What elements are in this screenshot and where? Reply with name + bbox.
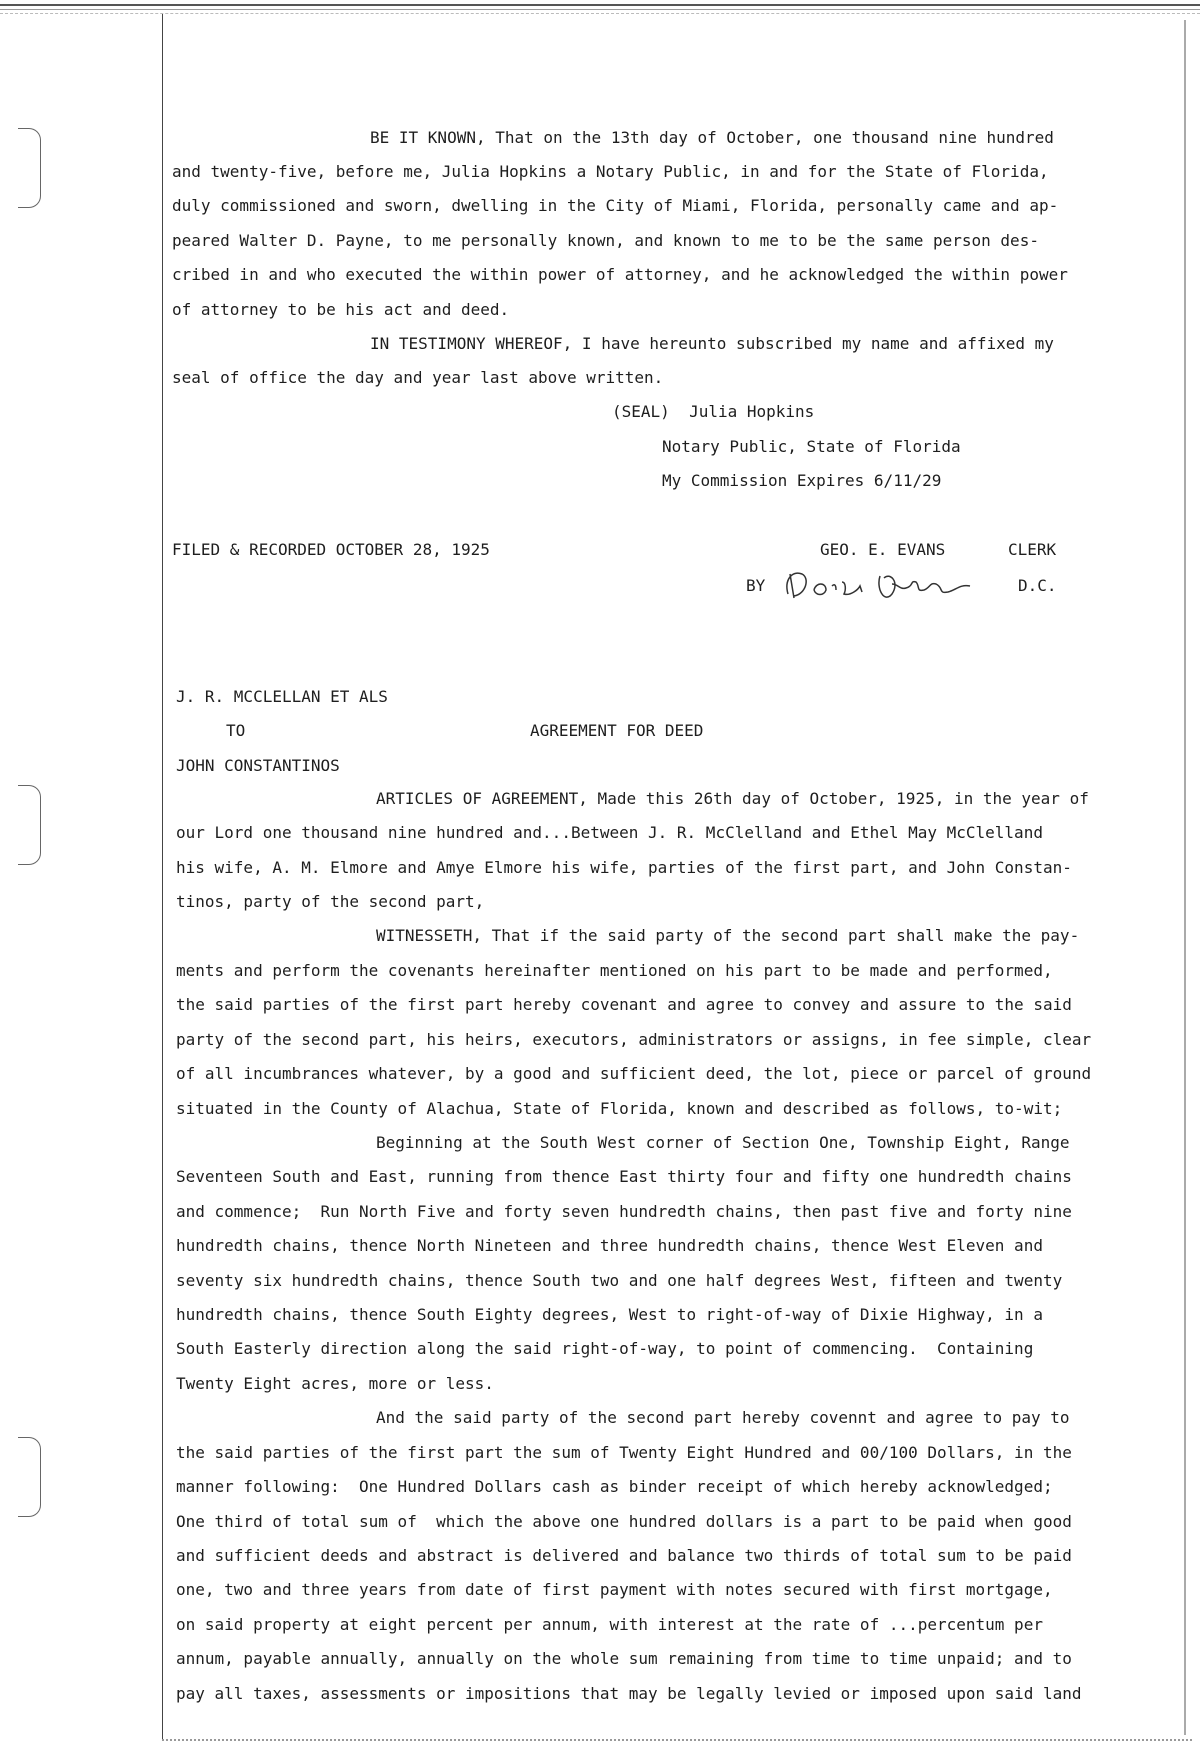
top-border-rule-dashed: [0, 13, 1200, 14]
grantor-name: J. R. MCCLELLAN ET ALS: [176, 687, 388, 706]
witnesseth-para-line: WITNESSETH, That if the said party of the second part shall make the pay-: [376, 926, 1080, 945]
notary-para1-line: and twenty-five, before me, Julia Hopkins a Notary Public, in and for the State of Florida,: [172, 162, 1049, 181]
right-page-edge: [1184, 20, 1186, 1735]
payment-para-line: and sufficient deeds and abstract is delivered and balance two thirds of total sum to be paid: [176, 1546, 1072, 1565]
payment-para-line: pay all taxes, assessments or impositions that may be legally levied or imposed upon said land: [176, 1684, 1082, 1703]
payment-para-line: One third of total sum of which the above one hundred dollars is a part to be paid when good: [176, 1512, 1072, 1531]
notary-para1-line: BE IT KNOWN, That on the 13th day of October, one thousand nine hundred: [370, 128, 1054, 147]
description-para-line: Twenty Eight acres, more or less.: [176, 1374, 494, 1393]
payment-para-line: manner following: One Hundred Dollars cash as binder receipt of which hereby acknowledged;: [176, 1477, 1053, 1496]
notary-para1-line: cribed in and who executed the within power of attorney, and he acknowledged the within power: [172, 265, 1068, 284]
description-para-line: hundredth chains, thence North Nineteen and three hundredth chains, thence West Eleven and: [176, 1236, 1043, 1255]
articles-para-line: his wife, A. M. Elmore and Amye Elmore his wife, parties of the first part, and John Constan-: [176, 858, 1072, 877]
top-border-rule: [0, 4, 1200, 6]
witnesseth-para-line: situated in the County of Alachua, State of Florida, known and described as follows, to-wit;: [176, 1099, 1063, 1118]
binder-hole-middle: [18, 785, 41, 865]
payment-para-line: the said parties of the first part the sum of Twenty Eight Hundred and 00/100 Dollars, in the: [176, 1443, 1072, 1462]
articles-para-line: our Lord one thousand nine hundred and...Between J. R. McClelland and Ethel May McClelland: [176, 823, 1043, 842]
binder-hole-bottom: [18, 1437, 41, 1517]
deputy-clerk-signature: [780, 560, 990, 610]
notary-para1-line: peared Walter D. Payne, to me personally known, and known to me to be the same person des-: [172, 231, 1039, 250]
witnesseth-para-line: of all incumbrances whatever, by a good and sufficient deed, the lot, piece or parcel of ground: [176, 1064, 1092, 1083]
bottom-border-rule: [162, 1739, 1192, 1741]
clerk-title: CLERK: [1008, 540, 1057, 559]
filed-recorded-line: FILED & RECORDED OCTOBER 28, 1925: [172, 540, 490, 559]
payment-para-line: on said property at eight percent per annum, with interest at the rate of ...percentum per: [176, 1615, 1043, 1634]
payment-para-line: annum, payable annually, annually on the whole sum remaining from time to time unpaid; and to: [176, 1649, 1072, 1668]
binder-hole-top: [18, 128, 41, 208]
witnesseth-para-line: party of the second part, his heirs, executors, administrators or assigns, in fee simple, clear: [176, 1030, 1092, 1049]
grantee-name: JOHN CONSTANTINOS: [176, 756, 340, 775]
description-para-line: Beginning at the South West corner of Section One, Township Eight, Range: [376, 1133, 1070, 1152]
witnesseth-para-line: ments and perform the covenants hereinafter mentioned on his part to be made and performed,: [176, 961, 1053, 980]
description-para-line: hundredth chains, thence South Eighty degrees, West to right-of-way of Dixie Highway, in a: [176, 1305, 1043, 1324]
deputy-clerk-label: D.C.: [1018, 576, 1057, 595]
notary-para1-line: of attorney to be his act and deed.: [172, 300, 510, 319]
by-label: BY: [746, 576, 766, 595]
testimony-para-line: IN TESTIMONY WHEREOF, I have hereunto subscribed my name and affixed my: [370, 334, 1054, 353]
description-para-line: seventy six hundredth chains, thence South two and one half degrees West, fifteen and twenty: [176, 1271, 1063, 1290]
description-para-line: Seventeen South and East, running from thence East thirty four and fifty one hundredth chains: [176, 1167, 1072, 1186]
payment-para-line: And the said party of the second part hereby covennt and agree to pay to: [376, 1408, 1070, 1427]
witnesseth-para-line: the said parties of the first part hereby covenant and agree to convey and assure to the said: [176, 995, 1072, 1014]
top-border-rule-inner: [0, 9, 1200, 10]
left-margin-rule: [162, 14, 163, 1739]
payment-para-line: one, two and three years from date of first payment with notes secured with first mortgage,: [176, 1580, 1053, 1599]
commission-expiry: My Commission Expires 6/11/29: [662, 471, 942, 490]
testimony-para-line: seal of office the day and year last above written.: [172, 368, 664, 387]
to-label: TO: [226, 721, 246, 740]
document-title: AGREEMENT FOR DEED: [530, 721, 704, 740]
clerk-name: GEO. E. EVANS: [820, 540, 946, 559]
description-para-line: and commence; Run North Five and forty seven hundredth chains, then past five and forty nine: [176, 1202, 1072, 1221]
notary-seal-signature: (SEAL) Julia Hopkins: [612, 402, 815, 421]
articles-para-line: ARTICLES OF AGREEMENT, Made this 26th day of October, 1925, in the year of: [376, 789, 1089, 808]
notary-title: Notary Public, State of Florida: [662, 437, 961, 456]
articles-para-line: tinos, party of the second part,: [176, 892, 485, 911]
notary-para1-line: duly commissioned and sworn, dwelling in the City of Miami, Florida, personally came and ap-: [172, 196, 1059, 215]
description-para-line: South Easterly direction along the said right-of-way, to point of commencing. Containing: [176, 1339, 1034, 1358]
